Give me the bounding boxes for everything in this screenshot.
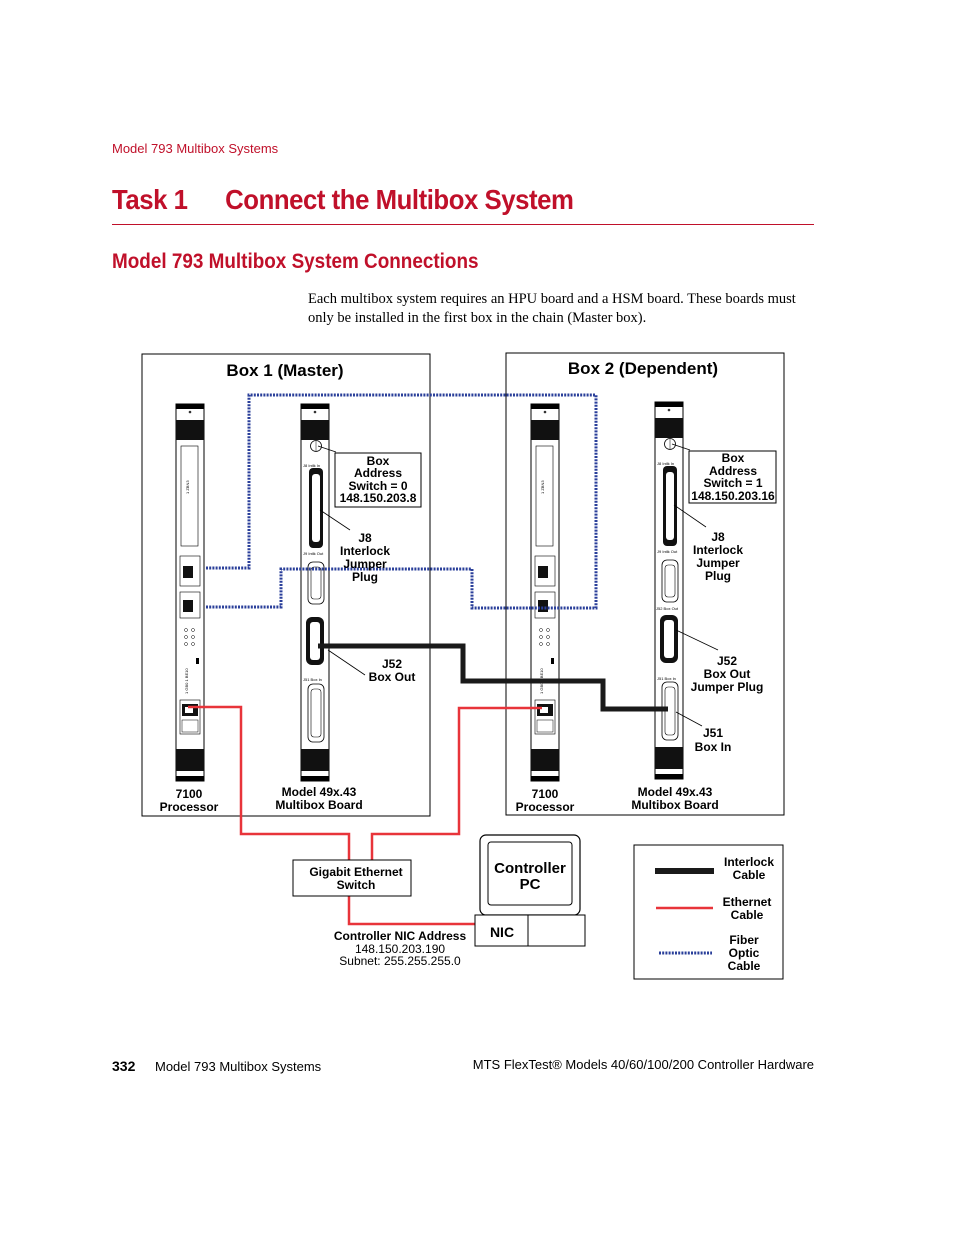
box1-title: Box 1 (Master) (226, 361, 344, 380)
box1-j8-tiny-label: J8 Intlk In (303, 463, 321, 468)
connection-diagram: 1 ZBN3 1 GB0 1 BE10 Box 1 (Master) Box 2 (Dependent) J8 Intlk In J9 Intlk Out J51 Box In J8 Intlk In J9 Intlk Out J52 Box Out J51 Box In Box Address Switch = 0 148.150.203.8 J8 Interlock Jumper Plug J52 Box Out 7100 Processor Model 49x.43 Multibox Board Box Address Switch = 1 148.150.203.16 J8 Interlock Jumper Plug J52 Box Out Jumper Plug J51 Box In 7100 Processor Model 49x.43 Multibox Board Gigabit Ethernet Switch Controller NIC Address 148.150.203.190 Subnet: 255.255.255.0 Controller PC NIC Interlock Cable Ethernet Cable Fiber Optic Cable (0, 0, 954, 1235)
box2-address-line2: Address (708, 464, 758, 478)
box1-j51-tiny-label: J51 Box In (303, 677, 322, 682)
box2-j8-line2: Interlock (692, 543, 744, 557)
box1-j52-line2: Box Out (368, 670, 416, 684)
box2-processor-line1: 7100 (531, 787, 559, 801)
box2-board-line1: Model 49x.43 (637, 785, 713, 799)
legend-ethernet-line1: Ethernet (722, 895, 772, 909)
task-title-text: Connect the Multibox System (225, 184, 574, 215)
breadcrumb[interactable]: Model 793 Multibox Systems (112, 141, 279, 156)
switch-label-line1: Gigabit Ethernet (309, 865, 403, 879)
box1-board-line2: Multibox Board (275, 798, 363, 812)
box2-j52-line3: Jumper Plug (690, 680, 764, 694)
box2-j8-line4: Plug (705, 569, 731, 583)
legend-interlock-line2: Cable (732, 868, 766, 882)
box1-address-line2: Address (353, 466, 403, 480)
box1-j52-line1: J52 (381, 657, 403, 671)
switch-label-line2: Switch (336, 878, 376, 892)
box2-address-line1: Box (721, 451, 745, 465)
box1-address-line4: 148.150.203.8 (339, 491, 417, 505)
box1-address-line3: Switch = 0 (348, 479, 408, 493)
task-number: Task 1 (112, 184, 188, 215)
box1-j8-line4: Plug (352, 570, 378, 584)
controller-nic-title: Controller NIC Address (333, 929, 467, 943)
box2-j8-line3: Jumper (696, 556, 740, 570)
box2-processor-board (531, 404, 559, 781)
box1-j8-line3: Jumper (343, 557, 387, 571)
controller-pc-line2: PC (519, 876, 541, 893)
intro-paragraph: Each multibox system requires an HPU board and a HSM board. These boards must only be installed in the first box in the chain (Master box). (308, 291, 796, 326)
box2-j52-line2: Box Out (703, 667, 751, 681)
box2-processor-line2: Processor (515, 800, 575, 814)
box1-processor-board (176, 404, 204, 781)
controller-nic-ip: 148.150.203.190 (354, 942, 446, 956)
controller-pc-line1: Controller (494, 860, 566, 877)
footer-section: Model 793 Multibox Systems (155, 1059, 322, 1074)
box2-j52-tiny-label: J52 Box Out (656, 606, 679, 611)
box2-j52-line1: J52 (716, 654, 738, 668)
legend-interlock-line1: Interlock (723, 855, 775, 869)
box2-address-line3: Switch = 1 (703, 476, 763, 490)
box2-multibox-board (655, 402, 683, 779)
box1-j9-tiny-label: J9 Intlk Out (303, 551, 324, 556)
box2-board-line2: Multibox Board (631, 798, 719, 812)
box2-j51-line1: J51 (702, 726, 724, 740)
box1-processor-line1: 7100 (175, 787, 203, 801)
nic-label: NIC (489, 924, 515, 940)
box2-j8-tiny-label: J8 Intlk In (657, 461, 675, 466)
box1-address-line1: Box (366, 454, 390, 468)
box2-j9-tiny-label: J9 Intlk Out (657, 549, 678, 554)
box1-j8-line1: J8 (358, 531, 372, 545)
footer-book-title: MTS FlexTest® Models 40/60/100/200 Controller Hardware (472, 1057, 814, 1072)
box2-j8-line1: J8 (711, 530, 725, 544)
box2-j51-tiny-label: J51 Box In (657, 676, 676, 681)
box2-address-line4: 148.150.203.16 (691, 489, 775, 503)
box1-board-line1: Model 49x.43 (281, 785, 357, 799)
page-number: 332 (112, 1058, 136, 1074)
section-title: Model 793 Multibox System Connections (112, 250, 479, 273)
box1-j8-line2: Interlock (339, 544, 391, 558)
legend-fiber-line3: Cable (727, 959, 761, 973)
box2-j51-line2: Box In (694, 740, 732, 754)
legend-ethernet-line2: Cable (730, 908, 764, 922)
box2-title: Box 2 (Dependent) (567, 359, 719, 378)
box1-multibox-board (301, 404, 329, 781)
controller-nic-subnet: Subnet: 255.255.255.0 (339, 954, 461, 968)
legend-fiber-line2: Optic (728, 946, 760, 960)
box1-processor-line2: Processor (159, 800, 219, 814)
ethernet-cable-controller (349, 896, 484, 924)
legend-fiber-line1: Fiber (729, 933, 759, 947)
